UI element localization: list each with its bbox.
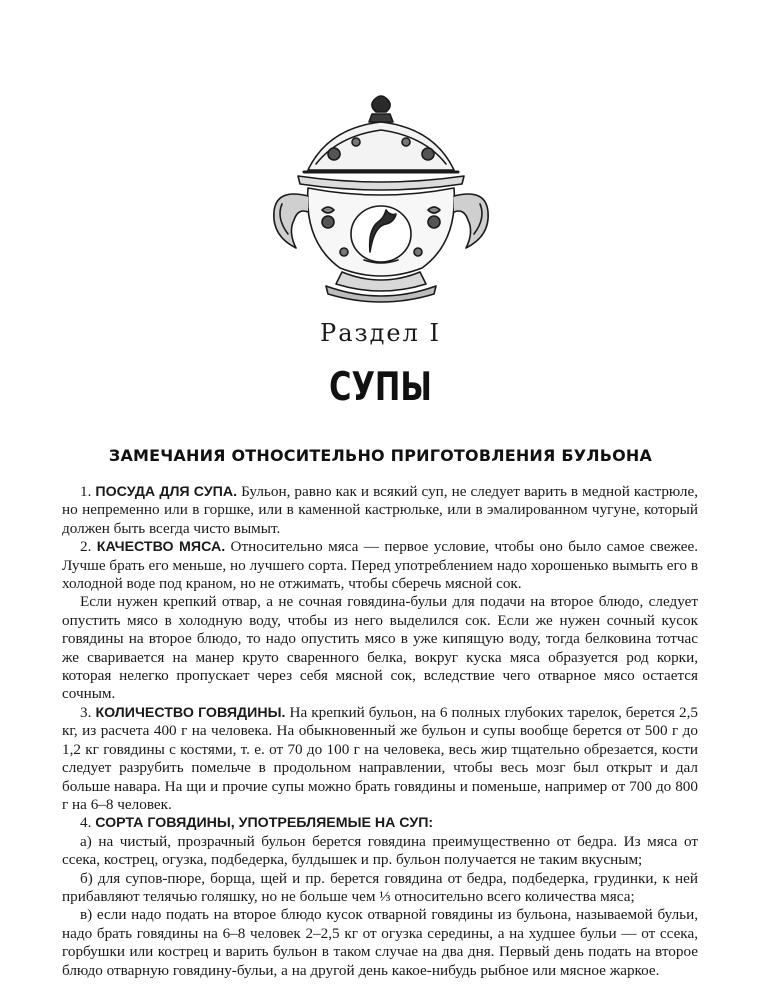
paragraph — [62, 906, 698, 980]
paragraph-text: б) для супов-пюре, борща, щей и пр. берется говядина от бедра, подбедерка, грудинки, к ней прибавляют телячью голяшку, но не больше чем ⅓ относительно всего количества мяса; — [62, 869, 698, 905]
paragraph — [62, 704, 698, 814]
paragraph — [62, 833, 698, 870]
paragraph-number: 3. — [80, 703, 96, 721]
soup-tureen-engraving-icon — [268, 92, 494, 306]
section-label: Раздел I — [320, 319, 441, 347]
paragraph — [62, 538, 698, 593]
paragraph — [62, 814, 698, 832]
paragraph-text: Бульон, равно как и всякий суп, не следует варить в медной кастрюле, но непременно или в горшке, или в каменной кастрюльке, или в эмалированном чугуне, который должен быть всегда чисто вымыт. — [62, 483, 699, 537]
paragraph-heading: КОЛИЧЕСТВО ГОВЯДИНЫ. — [95, 704, 286, 721]
paragraph-heading: КАЧЕСТВО МЯСА. — [96, 539, 226, 556]
paragraph-number: 2. — [80, 538, 97, 556]
paragraph-heading: ПОСУДА ДЛЯ СУПА. — [95, 484, 238, 500]
paragraph — [62, 593, 698, 703]
paragraph — [62, 483, 698, 538]
paragraph-text: На крепкий бульон, на 6 полных глубоких тарелок, берется 2,5 кг, из расчета 400 г на человека. На обыкновенный же бульон и супы вообще берется от 500 г до 1,2 кг говядины с костями, т. е. от 70 до 100 г на человека, весь жир тщательно обрезается, кости следует разрубить помельче в продольном направлении, чтобы весь мозг был открыт и дал больше навара. На щи и прочие супы можно брать говядины и поменьше, например от 700 до 800 г на 6–8 человек. — [62, 703, 699, 813]
chapter-title: СУПЫ — [329, 365, 432, 410]
body-text — [62, 483, 698, 980]
subheading: ЗАМЕЧАНИЯ ОТНОСИТЕЛЬНО ПРИГОТОВЛЕНИЯ БУЛЬОНА — [108, 446, 653, 465]
paragraph-text: Относительно мяса — первое условие, чтобы оно было самое свежее. Лучше брать его меньше, но лучшего сорта. Перед употреблением надо хорошенько вымыть его в холодной воде под краном, но не отжимать, чтобы сберечь мясной сок. — [62, 538, 699, 593]
paragraph-text: в) если надо подать на второе блюдо кусок отварной говядины из бульона, называемой бульи, надо брать говядины на 6–8 человек 2–2,5 кг от огузка середины, а на худшее бульи — от ссека, горбушки или кострец и варить бульон в таком случае на два дня. Первый день подать на второе блюдо отварную говядину-бульи, а на другой день какое-нибудь рыбное или мясное жаркое. — [62, 906, 698, 979]
paragraph-number: 4. — [80, 814, 96, 832]
paragraph-text: Если нужен крепкий отвар, а не сочная говядина-бульи для подачи на второе блюдо, следует опустить мясо в холодную воду, чтобы из него выделился сок. Если же нужен сочный кусок говядины на второе блюдо, то надо опустить мясо в уже кипящую воду, тогда белковина тотчас же сваривается на манер круто сваренного белка, вокруг куска мяса образуется род корки, которая нелегко пропускает через себя мясной сок, вследствие чего отварное мясо остается сочным. — [62, 593, 698, 703]
paragraph-text: а) на чистый, прозрачный бульон берется говядина преимущественно от бедра. Из мяса от ссека, кострец, огузка, подбедерка, булдышек и пр. бульон получается не таким вкусным; — [62, 832, 698, 869]
paragraph-number: 1. — [80, 483, 96, 500]
paragraph-heading: СОРТА ГОВЯДИНЫ, УПОТРЕБЛЯЕМЫЕ НА СУП: — [95, 815, 434, 832]
paragraph — [62, 870, 698, 907]
